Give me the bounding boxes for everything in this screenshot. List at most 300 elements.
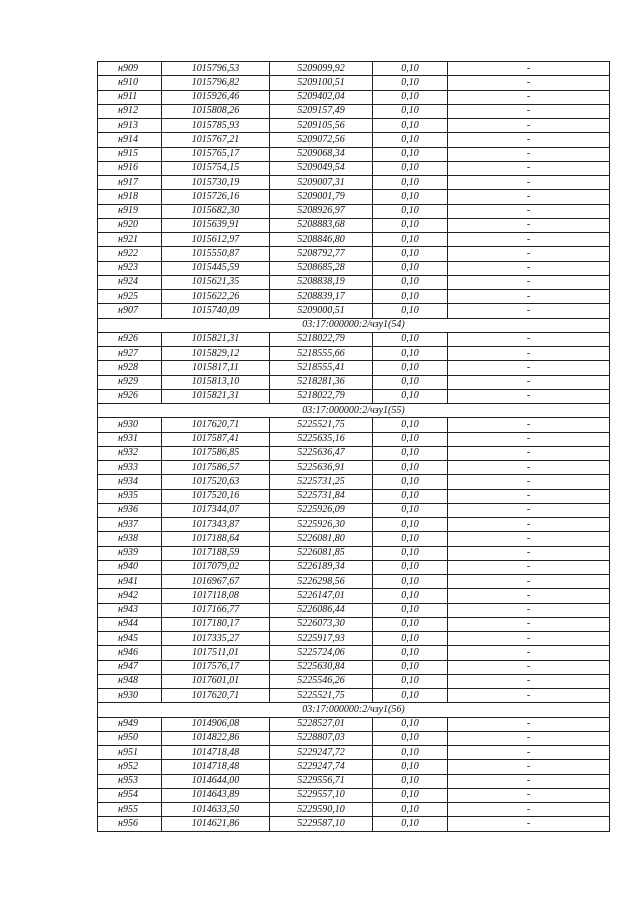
x-coordinate-cell: 1015821,31 <box>162 332 270 346</box>
x-coordinate-cell: 1017335,27 <box>162 632 270 646</box>
y-coordinate-cell: 5229247,74 <box>270 760 373 774</box>
accuracy-cell: 0,10 <box>373 461 448 475</box>
y-coordinate-cell: 5226073,30 <box>270 617 373 631</box>
table-row <box>98 646 610 660</box>
point-id-cell: н936 <box>98 503 162 517</box>
note-cell: - <box>448 247 610 261</box>
note-cell: - <box>448 275 610 289</box>
y-coordinate-cell: 5209402,04 <box>270 90 373 104</box>
point-id-cell: н932 <box>98 446 162 460</box>
note-cell: - <box>448 546 610 560</box>
note-cell: - <box>448 674 610 688</box>
note-cell: - <box>448 632 610 646</box>
table-row <box>98 532 610 546</box>
accuracy-cell: 0,10 <box>373 76 448 90</box>
x-coordinate-cell: 1017520,63 <box>162 475 270 489</box>
note-cell: - <box>448 589 610 603</box>
accuracy-cell: 0,10 <box>373 503 448 517</box>
note-cell: - <box>448 204 610 218</box>
table-row <box>98 304 610 318</box>
note-cell: - <box>448 788 610 802</box>
accuracy-cell: 0,10 <box>373 475 448 489</box>
y-coordinate-cell: 5218022,79 <box>270 389 373 403</box>
note-cell: - <box>448 575 610 589</box>
point-id-cell: н931 <box>98 432 162 446</box>
note-cell: - <box>448 717 610 731</box>
x-coordinate-cell: 1014822,86 <box>162 731 270 745</box>
point-id-cell: н954 <box>98 788 162 802</box>
x-coordinate-cell: 1015813,10 <box>162 375 270 389</box>
note-cell: - <box>448 190 610 204</box>
x-coordinate-cell: 1017188,59 <box>162 546 270 560</box>
accuracy-cell: 0,10 <box>373 788 448 802</box>
point-id-cell: н913 <box>98 119 162 133</box>
y-coordinate-cell: 5208883,68 <box>270 218 373 232</box>
table-row <box>98 161 610 175</box>
x-coordinate-cell: 1017180,17 <box>162 617 270 631</box>
accuracy-cell: 0,10 <box>373 518 448 532</box>
table-body <box>98 62 610 832</box>
y-coordinate-cell: 5225636,91 <box>270 461 373 475</box>
x-coordinate-cell: 1017587,41 <box>162 432 270 446</box>
accuracy-cell: 0,10 <box>373 674 448 688</box>
y-coordinate-cell: 5225926,30 <box>270 518 373 532</box>
point-id-cell: н911 <box>98 90 162 104</box>
table-row <box>98 90 610 104</box>
accuracy-cell: 0,10 <box>373 589 448 603</box>
x-coordinate-cell: 1017079,02 <box>162 560 270 574</box>
note-cell: - <box>448 233 610 247</box>
x-coordinate-cell: 1017576,17 <box>162 660 270 674</box>
accuracy-cell: 0,10 <box>373 233 448 247</box>
x-coordinate-cell: 1015726,16 <box>162 190 270 204</box>
table-row <box>98 817 610 831</box>
y-coordinate-cell: 5226189,34 <box>270 560 373 574</box>
table-row <box>98 233 610 247</box>
table-row <box>98 147 610 161</box>
accuracy-cell: 0,10 <box>373 803 448 817</box>
point-id-cell: н926 <box>98 389 162 403</box>
x-coordinate-cell: 1015622,26 <box>162 290 270 304</box>
table-row <box>98 489 610 503</box>
accuracy-cell: 0,10 <box>373 603 448 617</box>
table-row <box>98 760 610 774</box>
x-coordinate-cell: 1015821,31 <box>162 389 270 403</box>
y-coordinate-cell: 5225724,06 <box>270 646 373 660</box>
table-row <box>98 247 610 261</box>
table-row <box>98 717 610 731</box>
table-row <box>98 788 610 802</box>
x-coordinate-cell: 1017620,71 <box>162 418 270 432</box>
y-coordinate-cell: 5208846,80 <box>270 233 373 247</box>
accuracy-cell: 0,10 <box>373 275 448 289</box>
table-row <box>98 261 610 275</box>
y-coordinate-cell: 5209072,56 <box>270 133 373 147</box>
table-row <box>98 389 610 403</box>
y-coordinate-cell: 5225521,75 <box>270 418 373 432</box>
point-id-cell: н950 <box>98 731 162 745</box>
accuracy-cell: 0,10 <box>373 489 448 503</box>
point-id-cell: н910 <box>98 76 162 90</box>
x-coordinate-cell: 1017188,64 <box>162 532 270 546</box>
table-row <box>98 461 610 475</box>
point-id-cell: н926 <box>98 332 162 346</box>
accuracy-cell: 0,10 <box>373 332 448 346</box>
y-coordinate-cell: 5225630,84 <box>270 660 373 674</box>
note-cell: - <box>448 475 610 489</box>
accuracy-cell: 0,10 <box>373 361 448 375</box>
accuracy-cell: 0,10 <box>373 717 448 731</box>
section-label: 03:17:000000:2/чзу1(54) <box>98 318 610 332</box>
x-coordinate-cell: 1017344,07 <box>162 503 270 517</box>
x-coordinate-cell: 1015754,15 <box>162 161 270 175</box>
table-row <box>98 689 610 703</box>
y-coordinate-cell: 5209157,49 <box>270 104 373 118</box>
point-id-cell: н915 <box>98 147 162 161</box>
y-coordinate-cell: 5225635,16 <box>270 432 373 446</box>
point-id-cell: н918 <box>98 190 162 204</box>
note-cell: - <box>448 418 610 432</box>
accuracy-cell: 0,10 <box>373 660 448 674</box>
point-id-cell: н953 <box>98 774 162 788</box>
y-coordinate-cell: 5226081,85 <box>270 546 373 560</box>
table-row <box>98 731 610 745</box>
y-coordinate-cell: 5208792,77 <box>270 247 373 261</box>
point-id-cell: н946 <box>98 646 162 660</box>
note-cell: - <box>448 147 610 161</box>
note-cell: - <box>448 803 610 817</box>
x-coordinate-cell: 1015639,91 <box>162 218 270 232</box>
point-id-cell: н939 <box>98 546 162 560</box>
y-coordinate-cell: 5229557,10 <box>270 788 373 802</box>
point-id-cell: н930 <box>98 689 162 703</box>
accuracy-cell: 0,10 <box>373 304 448 318</box>
table-row <box>98 503 610 517</box>
accuracy-cell: 0,10 <box>373 731 448 745</box>
accuracy-cell: 0,10 <box>373 632 448 646</box>
y-coordinate-cell: 5218555,41 <box>270 361 373 375</box>
table-row <box>98 632 610 646</box>
accuracy-cell: 0,10 <box>373 347 448 361</box>
table-row <box>98 746 610 760</box>
note-cell: - <box>448 290 610 304</box>
point-id-cell: н943 <box>98 603 162 617</box>
table-row <box>98 475 610 489</box>
x-coordinate-cell: 1014621,86 <box>162 817 270 831</box>
accuracy-cell: 0,10 <box>373 247 448 261</box>
table-row <box>98 518 610 532</box>
note-cell: - <box>448 347 610 361</box>
y-coordinate-cell: 5208838,19 <box>270 275 373 289</box>
x-coordinate-cell: 1015550,87 <box>162 247 270 261</box>
table-row <box>98 546 610 560</box>
note-cell: - <box>448 119 610 133</box>
point-id-cell: н919 <box>98 204 162 218</box>
point-id-cell: н912 <box>98 104 162 118</box>
y-coordinate-cell: 5209099,92 <box>270 62 373 76</box>
note-cell: - <box>448 304 610 318</box>
x-coordinate-cell: 1015785,93 <box>162 119 270 133</box>
table-row <box>98 218 610 232</box>
x-coordinate-cell: 1014906,08 <box>162 717 270 731</box>
y-coordinate-cell: 5225731,25 <box>270 475 373 489</box>
table-row <box>98 290 610 304</box>
point-id-cell: н947 <box>98 660 162 674</box>
table-row <box>98 119 610 133</box>
accuracy-cell: 0,10 <box>373 204 448 218</box>
table-row <box>98 774 610 788</box>
x-coordinate-cell: 1015808,26 <box>162 104 270 118</box>
point-id-cell: н930 <box>98 418 162 432</box>
accuracy-cell: 0,10 <box>373 147 448 161</box>
accuracy-cell: 0,10 <box>373 375 448 389</box>
x-coordinate-cell: 1017166,77 <box>162 603 270 617</box>
point-id-cell: н909 <box>98 62 162 76</box>
x-coordinate-cell: 1014643,89 <box>162 788 270 802</box>
note-cell: - <box>448 176 610 190</box>
x-coordinate-cell: 1014644,00 <box>162 774 270 788</box>
accuracy-cell: 0,10 <box>373 432 448 446</box>
table-row <box>98 660 610 674</box>
point-id-cell: н937 <box>98 518 162 532</box>
table-row <box>98 560 610 574</box>
accuracy-cell: 0,10 <box>373 62 448 76</box>
accuracy-cell: 0,10 <box>373 575 448 589</box>
x-coordinate-cell: 1015829,12 <box>162 347 270 361</box>
table-row <box>98 76 610 90</box>
note-cell: - <box>448 389 610 403</box>
note-cell: - <box>448 503 610 517</box>
point-id-cell: н952 <box>98 760 162 774</box>
y-coordinate-cell: 5225521,75 <box>270 689 373 703</box>
accuracy-cell: 0,10 <box>373 90 448 104</box>
y-coordinate-cell: 5225926,09 <box>270 503 373 517</box>
y-coordinate-cell: 5218281,36 <box>270 375 373 389</box>
note-cell: - <box>448 617 610 631</box>
x-coordinate-cell: 1017511,01 <box>162 646 270 660</box>
point-id-cell: н920 <box>98 218 162 232</box>
point-id-cell: н944 <box>98 617 162 631</box>
note-cell: - <box>448 489 610 503</box>
table-row <box>98 603 610 617</box>
x-coordinate-cell: 1016967,67 <box>162 575 270 589</box>
y-coordinate-cell: 5229587,10 <box>270 817 373 831</box>
accuracy-cell: 0,10 <box>373 689 448 703</box>
section-header-row <box>98 404 610 418</box>
table-row <box>98 432 610 446</box>
table-row <box>98 62 610 76</box>
y-coordinate-cell: 5226147,01 <box>270 589 373 603</box>
accuracy-cell: 0,10 <box>373 817 448 831</box>
y-coordinate-cell: 5208926,97 <box>270 204 373 218</box>
note-cell: - <box>448 104 610 118</box>
x-coordinate-cell: 1014633,50 <box>162 803 270 817</box>
note-cell: - <box>448 560 610 574</box>
note-cell: - <box>448 361 610 375</box>
x-coordinate-cell: 1015796,53 <box>162 62 270 76</box>
accuracy-cell: 0,10 <box>373 617 448 631</box>
point-id-cell: н916 <box>98 161 162 175</box>
point-id-cell: н955 <box>98 803 162 817</box>
table-row <box>98 332 610 346</box>
accuracy-cell: 0,10 <box>373 176 448 190</box>
note-cell: - <box>448 432 610 446</box>
y-coordinate-cell: 5209100,51 <box>270 76 373 90</box>
point-id-cell: н935 <box>98 489 162 503</box>
accuracy-cell: 0,10 <box>373 389 448 403</box>
note-cell: - <box>448 76 610 90</box>
accuracy-cell: 0,10 <box>373 133 448 147</box>
note-cell: - <box>448 532 610 546</box>
y-coordinate-cell: 5229590,10 <box>270 803 373 817</box>
point-id-cell: н956 <box>98 817 162 831</box>
y-coordinate-cell: 5229556,71 <box>270 774 373 788</box>
note-cell: - <box>448 332 610 346</box>
note-cell: - <box>448 603 610 617</box>
note-cell: - <box>448 760 610 774</box>
note-cell: - <box>448 261 610 275</box>
y-coordinate-cell: 5226081,80 <box>270 532 373 546</box>
x-coordinate-cell: 1015445,59 <box>162 261 270 275</box>
y-coordinate-cell: 5208839,17 <box>270 290 373 304</box>
y-coordinate-cell: 5209007,31 <box>270 176 373 190</box>
section-header-row <box>98 318 610 332</box>
table-row <box>98 347 610 361</box>
accuracy-cell: 0,10 <box>373 746 448 760</box>
section-label: 03:17:000000:2/чзу1(55) <box>98 404 610 418</box>
accuracy-cell: 0,10 <box>373 290 448 304</box>
note-cell: - <box>448 518 610 532</box>
accuracy-cell: 0,10 <box>373 546 448 560</box>
x-coordinate-cell: 1015796,82 <box>162 76 270 90</box>
y-coordinate-cell: 5226086,44 <box>270 603 373 617</box>
y-coordinate-cell: 5225636,47 <box>270 446 373 460</box>
x-coordinate-cell: 1014718,48 <box>162 760 270 774</box>
y-coordinate-cell: 5228527,01 <box>270 717 373 731</box>
point-id-cell: н938 <box>98 532 162 546</box>
y-coordinate-cell: 5226298,56 <box>270 575 373 589</box>
x-coordinate-cell: 1017343,87 <box>162 518 270 532</box>
point-id-cell: н941 <box>98 575 162 589</box>
x-coordinate-cell: 1015817,11 <box>162 361 270 375</box>
note-cell: - <box>448 133 610 147</box>
table-row <box>98 575 610 589</box>
y-coordinate-cell: 5225546,26 <box>270 674 373 688</box>
note-cell: - <box>448 90 610 104</box>
accuracy-cell: 0,10 <box>373 560 448 574</box>
table-row <box>98 133 610 147</box>
note-cell: - <box>448 218 610 232</box>
x-coordinate-cell: 1014718,48 <box>162 746 270 760</box>
point-id-cell: н925 <box>98 290 162 304</box>
section-label: 03:17:000000:2/чзу1(56) <box>98 703 610 717</box>
point-id-cell: н940 <box>98 560 162 574</box>
table-row <box>98 803 610 817</box>
y-coordinate-cell: 5229247,72 <box>270 746 373 760</box>
point-id-cell: н921 <box>98 233 162 247</box>
accuracy-cell: 0,10 <box>373 646 448 660</box>
table-row <box>98 361 610 375</box>
x-coordinate-cell: 1017118,08 <box>162 589 270 603</box>
table-row <box>98 418 610 432</box>
note-cell: - <box>448 731 610 745</box>
table-row <box>98 176 610 190</box>
table-row <box>98 617 610 631</box>
table-row <box>98 446 610 460</box>
x-coordinate-cell: 1015612,97 <box>162 233 270 247</box>
y-coordinate-cell: 5209000,51 <box>270 304 373 318</box>
point-id-cell: н907 <box>98 304 162 318</box>
x-coordinate-cell: 1017601,01 <box>162 674 270 688</box>
accuracy-cell: 0,10 <box>373 418 448 432</box>
note-cell: - <box>448 817 610 831</box>
note-cell: - <box>448 746 610 760</box>
point-id-cell: н914 <box>98 133 162 147</box>
table-row <box>98 275 610 289</box>
note-cell: - <box>448 660 610 674</box>
y-coordinate-cell: 5209001,79 <box>270 190 373 204</box>
y-coordinate-cell: 5209068,34 <box>270 147 373 161</box>
point-id-cell: н923 <box>98 261 162 275</box>
point-id-cell: н929 <box>98 375 162 389</box>
point-id-cell: н945 <box>98 632 162 646</box>
note-cell: - <box>448 161 610 175</box>
y-coordinate-cell: 5218555,66 <box>270 347 373 361</box>
y-coordinate-cell: 5209105,56 <box>270 119 373 133</box>
table-row <box>98 104 610 118</box>
accuracy-cell: 0,10 <box>373 190 448 204</box>
y-coordinate-cell: 5208685,28 <box>270 261 373 275</box>
point-id-cell: н924 <box>98 275 162 289</box>
x-coordinate-cell: 1017586,85 <box>162 446 270 460</box>
section-header-row <box>98 703 610 717</box>
x-coordinate-cell: 1015621,35 <box>162 275 270 289</box>
y-coordinate-cell: 5225731,84 <box>270 489 373 503</box>
note-cell: - <box>448 62 610 76</box>
table-row <box>98 204 610 218</box>
accuracy-cell: 0,10 <box>373 119 448 133</box>
accuracy-cell: 0,10 <box>373 446 448 460</box>
point-id-cell: н933 <box>98 461 162 475</box>
y-coordinate-cell: 5228807,03 <box>270 731 373 745</box>
note-cell: - <box>448 446 610 460</box>
x-coordinate-cell: 1015740,09 <box>162 304 270 318</box>
note-cell: - <box>448 375 610 389</box>
point-id-cell: н927 <box>98 347 162 361</box>
x-coordinate-cell: 1015682,30 <box>162 204 270 218</box>
point-id-cell: н934 <box>98 475 162 489</box>
accuracy-cell: 0,10 <box>373 104 448 118</box>
accuracy-cell: 0,10 <box>373 261 448 275</box>
x-coordinate-cell: 1015926,46 <box>162 90 270 104</box>
table-row <box>98 190 610 204</box>
point-id-cell: н949 <box>98 717 162 731</box>
point-id-cell: н922 <box>98 247 162 261</box>
note-cell: - <box>448 646 610 660</box>
point-id-cell: н948 <box>98 674 162 688</box>
note-cell: - <box>448 774 610 788</box>
coordinates-table <box>97 61 610 832</box>
table-row <box>98 375 610 389</box>
x-coordinate-cell: 1015765,17 <box>162 147 270 161</box>
x-coordinate-cell: 1017586,57 <box>162 461 270 475</box>
note-cell: - <box>448 689 610 703</box>
accuracy-cell: 0,10 <box>373 532 448 546</box>
x-coordinate-cell: 1017520,16 <box>162 489 270 503</box>
table-row <box>98 674 610 688</box>
y-coordinate-cell: 5225917,93 <box>270 632 373 646</box>
table-row <box>98 589 610 603</box>
